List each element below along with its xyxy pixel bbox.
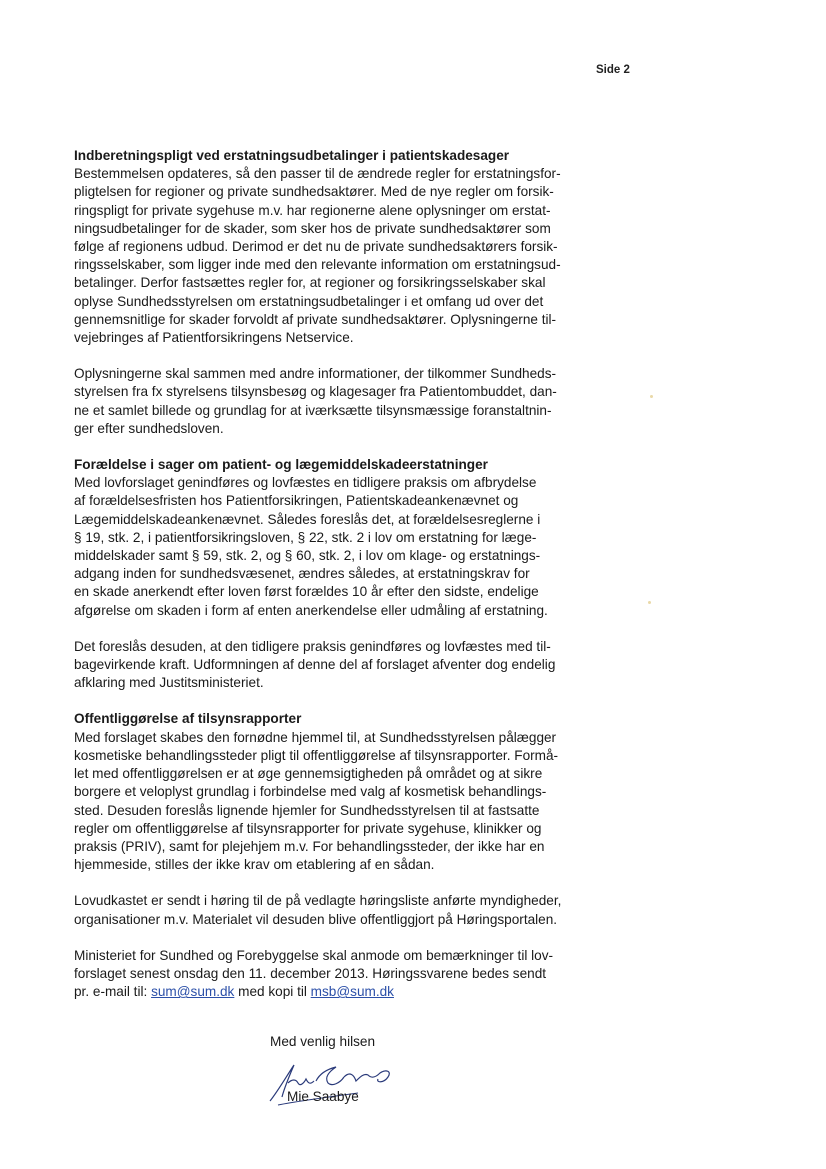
section-heading: Offentliggørelse af tilsynsrapporter xyxy=(74,711,302,727)
text-line: middelskader samt § 59, stk. 2, og § 60, stk. 2, i lov om klage- og erstatnings- xyxy=(74,548,541,564)
letter-body xyxy=(74,147,594,1019)
scan-speck xyxy=(648,601,651,604)
paragraph xyxy=(74,365,594,438)
text-line: Lovudkastet er sendt i høring til de på vedlagte høringsliste anførte myndigheder, xyxy=(74,893,562,909)
text-line: § 19, stk. 2, i patientforsikringsloven, § 22, stk. 2 i lov om erstatning for læge- xyxy=(74,529,537,545)
text-line: afklaring med Justitsministeriet. xyxy=(74,675,264,691)
text-line: adgang inden for sundhedsvæsenet, ændres således, at erstatningskrav for xyxy=(74,566,530,582)
text-line: ne et samlet billede og grundlag for at iværksætte tilsynsmæssige foranstaltnin- xyxy=(74,402,552,418)
text-line: praksis (PRIV), samt for plejehjem m.v. For behandlingssteder, der ikke har en xyxy=(74,838,545,854)
text-fragment: med kopi til xyxy=(234,984,311,1000)
closing-paragraph xyxy=(74,947,594,1002)
text-line: styrelsen fra fx styrelsens tilsynsbesøg og klagesager fra Patientombuddet, dan- xyxy=(74,384,557,400)
section-heading: Indberetningspligt ved erstatningsudbetalinger i patientskadesager xyxy=(74,148,510,163)
text-line: følge af regionens udbud. Derimod er det nu de private sundhedsaktørers forsik- xyxy=(74,239,558,255)
text-line: Bestemmelsen opdateres, så den passer til de ændrede regler for erstatningsfor- xyxy=(74,166,561,182)
text-line: bagevirkende kraft. Udformningen af denne del af forslaget afventer dog endelig xyxy=(74,657,556,673)
text-line: ringspligt for private sygehuse m.v. har regionerne alene oplysninger om erstat- xyxy=(74,202,551,218)
section xyxy=(74,710,594,874)
text-line: sted. Desuden foreslås lignende hjemler for Sundhedsstyrelsen til at fastsatte xyxy=(74,802,540,818)
greeting: Med venlig hilsen xyxy=(270,1034,376,1049)
section xyxy=(74,456,594,620)
text-line: Det foreslås desuden, at den tidligere praksis genindføres og lovfæstes med til- xyxy=(74,638,551,654)
text-line: pligtelsen for regioner og private sundhedsaktører. Med de nye regler om forsik- xyxy=(74,184,554,200)
text-line: af forældelsesfristen hos Patientforsikringen, Patientskadeankenævnet og xyxy=(74,493,519,509)
page-number: Side 2 xyxy=(596,64,630,76)
text-line: let med offentliggørelsen er at øge gennemsigtigheden på området og at sikre xyxy=(74,766,543,782)
paragraph xyxy=(74,892,594,928)
text-line: Ministeriet for Sundhed og Forebyggelse skal anmode om bemærkninger til lov- xyxy=(74,947,554,963)
text-line: kosmetiske behandlingssteder pligt til offentliggørelse af tilsynsrapporter. Formå- xyxy=(74,747,559,763)
text-line: Med lovforslaget genindføres og lovfæstes en tidligere praksis om afbrydelse xyxy=(74,475,537,491)
contact-line xyxy=(74,983,594,1001)
text-line: forslaget senest onsdag den 11. december 2013. Høringssvarene bedes sendt xyxy=(74,965,547,981)
paragraph xyxy=(74,638,594,693)
text-line: oplyse Sundhedsstyrelsen om erstatningsudbetalinger i et omfang ud over det xyxy=(74,293,544,309)
email-link-primary[interactable]: sum@sum.dk xyxy=(151,984,235,1000)
section xyxy=(74,147,594,347)
text-line: gennemsnitlige for skader forvoldt af private sundhedsaktører. Oplysningerne til- xyxy=(74,311,557,327)
text-fragment: pr. e-mail til: xyxy=(74,984,152,1000)
text-line: betalinger. Derfor fastsættes regler for, at regioner og forsikringsselskaber skal xyxy=(74,275,546,291)
text-line: Lægemiddelskadeankenævnet. Således foreslås det, at forældelsesreglerne i xyxy=(74,511,541,527)
text-line: borgere et veloplyst grundlag i forbindelse med valg af kosmetisk behandlings- xyxy=(74,784,547,800)
text-line: hjemmeside, stilles der ikke krav om etablering af en sådan. xyxy=(74,857,435,873)
text-line: ringsselskaber, som ligger inde med den relevante information om erstatningsud- xyxy=(74,257,561,273)
text-line: afgørelse om skaden i form af enten anerkendelse eller udmåling af erstatning. xyxy=(74,602,548,618)
text-line: ningsudbetalinger for de skader, som sker hos de private sundhedsaktører som xyxy=(74,220,551,236)
text-line: vejebringes af Patientforsikringens Netservice. xyxy=(74,330,354,346)
text-line: Oplysningerne skal sammen med andre informationer, der tilkommer Sundheds- xyxy=(74,366,557,382)
section-heading: Forældelse i sager om patient- og lægemiddelskadeerstatninger xyxy=(74,457,488,473)
scan-speck xyxy=(650,395,653,398)
text-line: Med forslaget skabes den fornødne hjemmel til, at Sundhedsstyrelsen pålægger xyxy=(74,729,557,745)
text-line: regler om offentliggørelse af tilsynsrapporter for private sygehuse, klinikker og xyxy=(74,820,542,836)
signer-name: Mie Saabye xyxy=(287,1089,359,1104)
text-line: ger efter sundhedsloven. xyxy=(74,420,224,436)
email-link-copy[interactable]: msb@sum.dk xyxy=(310,984,394,1000)
text-line: en skade anerkendt efter loven først forældes 10 år efter den sidste, endelige xyxy=(74,584,539,600)
text-line: organisationer m.v. Materialet vil desuden blive offentliggjort på Høringsportalen. xyxy=(74,911,558,927)
